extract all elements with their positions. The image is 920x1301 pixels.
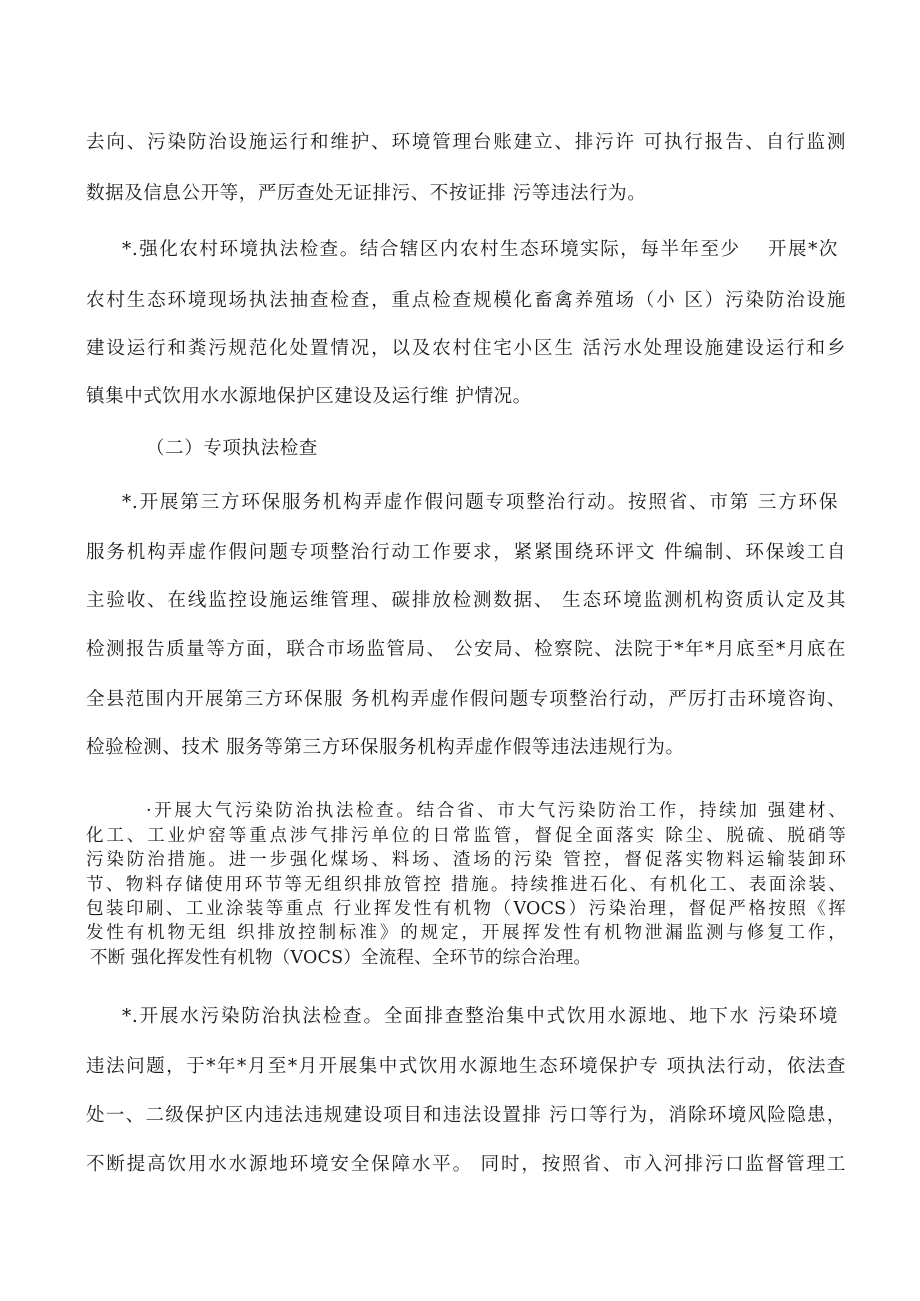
text-line: 污染防治措施。进一步强化煤场、料场、渣场的污染 管控，督促落实物料运输装卸环 xyxy=(86,850,846,870)
text-line: 化工、工业炉窑等重点涉气排污单位的日常监管，督促全面落实 除尘、脱硫、脱硝等 xyxy=(86,826,846,846)
text-line: 不断提高饮用水水源地环境安全保障水平。 同时，按照省、市入河排污口监督管理工 xyxy=(86,1154,846,1175)
text-line: 检测报告质量等方面，联合市场监管局、 公安局、检察院、法院于*年*月底至*月底在 xyxy=(86,639,846,660)
text-line: 节、物料存储使用环节等无组织排放管控 措施。持续推进石化、有机化工、表面涂装、 xyxy=(86,875,846,895)
text-line: *.开展第三方环保服务机构弄虚作假问题专项整治行动。按照省、市第 三方环保 xyxy=(122,492,838,513)
text-line: 去向、污染防治设施运行和维护、环境管理台账建立、排污许 可执行报告、自行监测 xyxy=(86,132,846,153)
text-line: *.强化农村环境执法检查。结合辖区内农村生态环境实际，每半年至少 开展*次 xyxy=(122,239,838,260)
text-line: 农村生态环境现场执法抽查检查，重点检查规模化畜禽养殖场（小 区）污染防治设施 xyxy=(86,290,846,311)
text-line: 数据及信息公开等，严厉查处无证排污、不按证排 污等违法行为。 xyxy=(86,183,647,204)
text-line: 镇集中式饮用水水源地保护区建设及运行维 护情况。 xyxy=(86,386,532,407)
text-line: 全县范围内开展第三方环保服 务机构弄虚作假问题专项整治行动，严厉打击环境咨询、 xyxy=(86,689,846,710)
text-line: 主验收、在线监控设施运维管理、碳排放检测数据、 生态环境监测机构资质认定及其 xyxy=(86,590,846,611)
text-line: 不断 强化挥发性有机物（VOCS）全流程、全环节的综合治理。 xyxy=(90,948,592,968)
text-line: 包装印刷、工业涂装等重点 行业挥发性有机物（VOCS）污染治理，督促严格按照《挥 xyxy=(86,899,846,919)
text-line: 违法问题，于*年*月至*月开展集中式饮用水源地生态环境保护专 项执法行动，依法查 xyxy=(86,1056,846,1077)
text-line: *.开展水污染防治执法检查。全面排查整治集中式饮用水源地、地下水 污染环境 xyxy=(122,1006,838,1027)
text-line: ·开展大气污染防治执法检查。结合省、市大气污染防治工作，持续加 强建材、 xyxy=(146,801,846,821)
text-line: 处一、二级保护区内违法违规建设项目和违法设置排 污口等行为，消除环境风险隐患， xyxy=(86,1105,846,1126)
text-line: 建设运行和粪污规范化处置情况，以及农村住宅小区生 活污水处理设施建设运行和乡 xyxy=(86,338,846,359)
section-heading: （二）专项执法检查 xyxy=(146,438,318,459)
text-line: 检验检测、技术 服务等第三方环保服务机构弄虚作假等违法违规行为。 xyxy=(86,737,685,758)
text-line: 发性有机物无组 织排放控制标准》的规定，开展挥发性有机物泄漏监测与修复工作， xyxy=(86,923,846,943)
text-line: 服务机构弄虚作假问题专项整治行动工作要求，紧紧围绕环评文 件编制、环保竣工自 xyxy=(86,542,846,563)
